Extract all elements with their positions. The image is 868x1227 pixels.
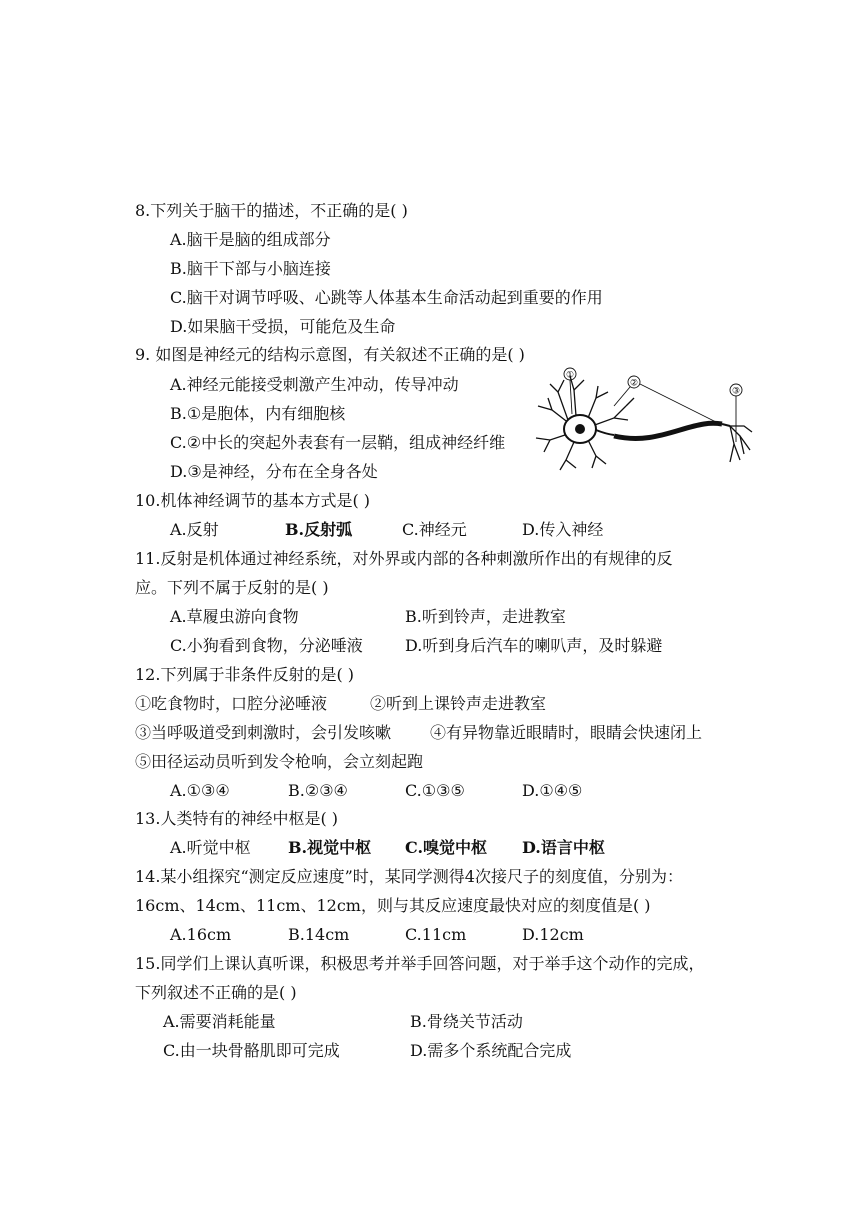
q14-option-b: B.14cm bbox=[288, 925, 350, 944]
q8-option-b: B.脑干下部与小脑连接 bbox=[170, 259, 331, 278]
q10-stem: 10.机体神经调节的基本方式是( ) bbox=[135, 491, 371, 510]
q12-stem: 12.下列属于非条件反射的是( ) bbox=[135, 665, 355, 684]
q12-statement-5: ⑤田径运动员听到发令枪响，会立刻起跑 bbox=[135, 752, 424, 771]
q14-option-d: D.12cm bbox=[522, 925, 584, 944]
q13-option-b: B.视觉中枢 bbox=[288, 838, 372, 857]
q14-stem-line1: 14.某小组探究“测定反应速度”时，某同学测得4次接尺子的刻度值，分别为： bbox=[135, 867, 683, 886]
neuron-diagram bbox=[530, 362, 755, 477]
q9-option-b: B.①是胞体，内有细胞核 bbox=[170, 404, 346, 423]
q12-statement-4: ④有异物靠近眼睛时，眼睛会快速闭上 bbox=[430, 723, 703, 742]
q12-statement-1: ①吃食物时，口腔分泌唾液 bbox=[135, 694, 328, 713]
q11-option-c: C.小狗看到食物，分泌唾液 bbox=[170, 636, 363, 655]
q12-option-c: C.①③⑤ bbox=[405, 781, 465, 800]
q15-option-d: D.需多个系统配合完成 bbox=[410, 1041, 572, 1060]
q12-option-b: B.②③④ bbox=[288, 781, 348, 800]
q12-statement-2: ②听到上课铃声走进教室 bbox=[370, 694, 547, 713]
q11-option-b: B.听到铃声，走进教室 bbox=[405, 607, 566, 626]
q10-option-c: C.神经元 bbox=[402, 520, 467, 539]
q8-option-d: D.如果脑干受损，可能危及生命 bbox=[170, 317, 396, 336]
axon-terminals bbox=[730, 426, 752, 462]
q15-stem-line1: 15.同学们上课认真听课，积极思考并举手回答问题，对于举手这个动作的完成， bbox=[135, 954, 705, 973]
q11-stem-line2: 应。下列不属于反射的是( ) bbox=[135, 578, 329, 597]
q12-statement-3: ③当呼吸道受到刺激时，会引发咳嗽 bbox=[135, 723, 392, 742]
q12-option-d: D.①④⑤ bbox=[522, 781, 583, 800]
label-1: ① bbox=[565, 370, 575, 381]
q15-option-c: C.由一块骨骼肌即可完成 bbox=[163, 1041, 340, 1060]
q9-option-d: D.③是神经，分布在全身各处 bbox=[170, 462, 378, 481]
axon bbox=[614, 423, 722, 438]
q8-option-a: A.脑干是脑的组成部分 bbox=[170, 230, 331, 249]
q10-option-a: A.反射 bbox=[170, 520, 219, 539]
nucleus bbox=[575, 424, 585, 434]
axon-hillock bbox=[596, 430, 614, 435]
q9-stem: 9. 如图是神经元的结构示意图，有关叙述不正确的是( ) bbox=[135, 345, 525, 364]
q14-option-c: C.11cm bbox=[405, 925, 467, 944]
q13-option-a: A.听觉中枢 bbox=[170, 838, 251, 857]
q15-option-a: A.需要消耗能量 bbox=[163, 1012, 276, 1031]
q15-stem-line2: 下列叙述不正确的是( ) bbox=[135, 983, 297, 1002]
q11-stem-line1: 11.反射是机体通过神经系统，对外界或内部的各种刺激所作出的有规律的反 bbox=[135, 549, 673, 568]
label-2: ② bbox=[629, 378, 639, 389]
q13-option-d: D.语言中枢 bbox=[522, 838, 605, 857]
q10-option-d: D.传入神经 bbox=[522, 520, 604, 539]
label-3: ③ bbox=[731, 386, 741, 397]
q8-option-c: C.脑干对调节呼吸、心跳等人体基本生命活动起到重要的作用 bbox=[170, 288, 603, 307]
q11-option-d: D.听到身后汽车的喇叭声，及时躲避 bbox=[405, 636, 663, 655]
q13-stem: 13.人类特有的神经中枢是( ) bbox=[135, 809, 339, 828]
q15-option-b: B.骨绕关节活动 bbox=[410, 1012, 523, 1031]
q8-stem: 8.下列关于脑干的描述，不正确的是( ) bbox=[135, 201, 408, 220]
q11-option-a: A.草履虫游向食物 bbox=[170, 607, 299, 626]
q10-option-b: B.反射弧 bbox=[285, 520, 353, 539]
q13-option-c: C.嗅觉中枢 bbox=[405, 838, 488, 857]
q9-option-a: A.神经元能接受刺激产生冲动，传导冲动 bbox=[170, 375, 459, 394]
q9-option-c: C.②中长的突起外表套有一层鞘，组成神经纤维 bbox=[170, 433, 506, 452]
q14-stem-line2: 16cm、14cm、11cm、12cm，则与其反应速度最快对应的刻度值是( ) bbox=[135, 896, 651, 915]
q12-option-a: A.①③④ bbox=[170, 781, 230, 800]
q14-option-a: A.16cm bbox=[170, 925, 232, 944]
